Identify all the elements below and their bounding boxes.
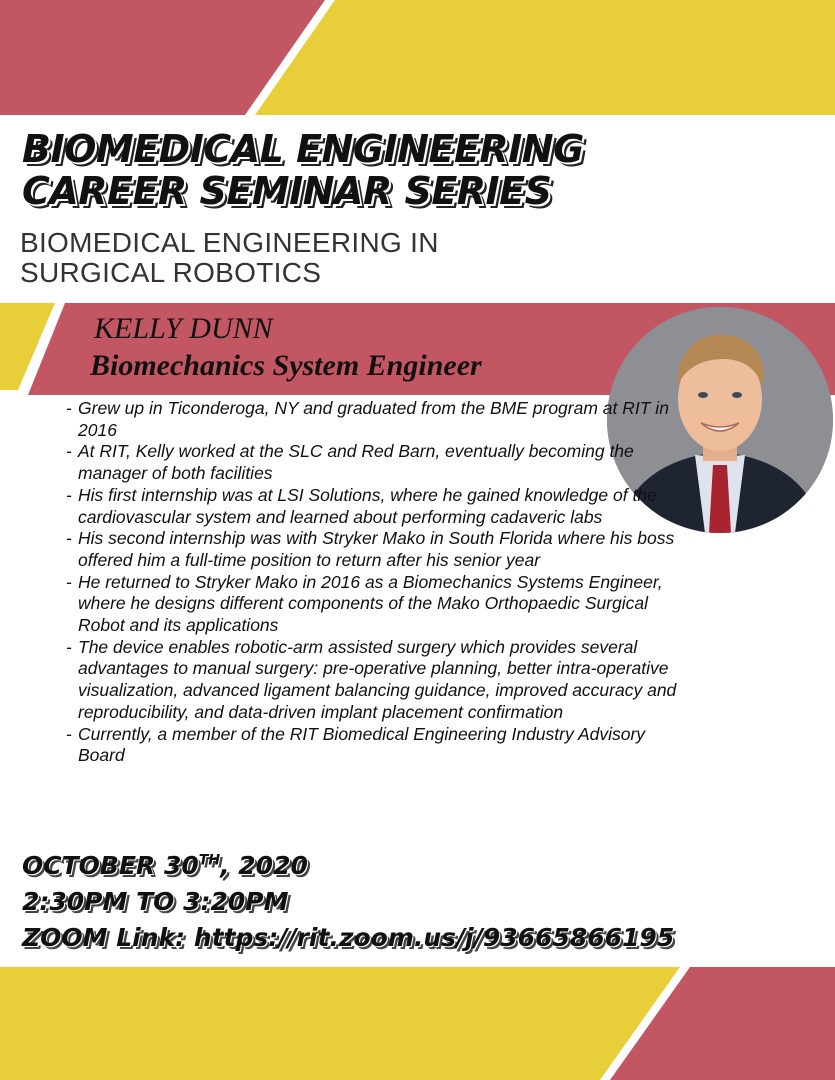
title-line-1: BIOMEDICAL ENGINEERING — [22, 127, 584, 171]
event-details — [22, 848, 674, 956]
bio-item-text: The device enables robotic-arm assisted surgery which provides several advantages to manual surgery: pre-operative planning, better intra-operative visualization, advanced ligament balancing guidance, improved accuracy and reproducibility, and data-driven implant placement confirmation — [78, 636, 677, 722]
bio-item — [40, 572, 680, 637]
speaker-name: KELLY DUNN — [94, 312, 273, 345]
bullet-dash: - — [66, 441, 72, 462]
bullet-dash: - — [66, 723, 72, 744]
subtitle-line-1: BIOMEDICAL ENGINEERING IN — [20, 227, 439, 258]
title-line-2: CAREER SEMINAR SERIES — [22, 169, 552, 213]
seminar-title — [22, 128, 584, 212]
zoom-link[interactable]: ZOOM Link: https://rit.zoom.us/j/93665866195 — [22, 923, 675, 952]
subtitle-line-2: SURGICAL ROBOTICS — [20, 257, 322, 288]
speaker-bio-list — [40, 398, 680, 767]
bullet-dash: - — [66, 636, 72, 657]
bio-item — [40, 485, 680, 528]
event-date-year: , 2020 — [220, 851, 308, 880]
bio-item-text: His first internship was at LSI Solutions, where he gained knowledge of the cardiovascular system and learned about performing cadaveric labs — [78, 484, 657, 527]
event-date-main: OCTOBER 30 — [22, 851, 199, 880]
bio-item — [40, 724, 680, 767]
bio-item — [40, 637, 680, 724]
bio-item — [40, 441, 680, 484]
event-date-ordinal: TH — [198, 852, 221, 869]
speaker-role: Biomechanics System Engineer — [90, 349, 482, 382]
bio-item-text: He returned to Stryker Mako in 2016 as a Biomechanics Systems Engineer, where he designs different components of the Mako Orthopaedic Surgical Robot and its applications — [78, 571, 663, 636]
event-time: 2:30PM TO 3:20PM — [22, 887, 289, 916]
bullet-dash: - — [66, 398, 72, 418]
bullet-dash: - — [66, 484, 72, 505]
bio-item — [40, 528, 680, 571]
bio-item-text: His second internship was with Stryker Mako in South Florida where his boss offered him a full-time position to return after his senior year — [78, 528, 675, 570]
bio-item — [40, 398, 680, 441]
bio-item-text: At RIT, Kelly worked at the SLC and Red Barn, eventually becoming the manager of both facilities — [78, 441, 634, 484]
bottom-gold-band — [0, 967, 680, 1080]
bio-item-text: Currently, a member of the RIT Biomedical Engineering Industry Advisory Board — [78, 723, 646, 766]
top-gold-band — [255, 0, 835, 115]
event-date — [22, 848, 674, 884]
bio-item-text: Grew up in Ticonderoga, NY and graduated from the BME program at RIT in 2016 — [78, 398, 669, 440]
seminar-subtitle — [20, 228, 439, 288]
bullet-dash: - — [66, 528, 72, 549]
bullet-dash: - — [66, 571, 72, 592]
